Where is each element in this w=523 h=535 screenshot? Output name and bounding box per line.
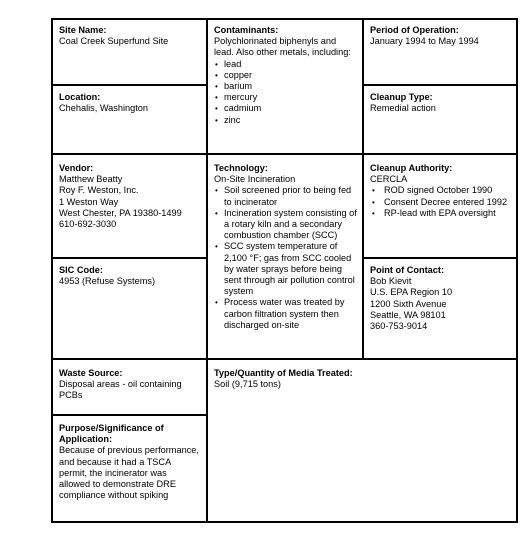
waste-source-cell <box>53 360 206 414</box>
site-name-heading: Site Name: <box>59 25 107 35</box>
contaminants-heading: Contaminants: <box>214 25 279 35</box>
contact-line: U.S. EPA Region 10 <box>370 287 453 298</box>
technology-heading: Technology: <box>214 163 268 173</box>
contact-line: Seattle, WA 98101 <box>370 309 446 320</box>
cleanup-authority-item: • Consent Decree entered 1992 <box>370 197 513 208</box>
period-heading: Period of Operation: <box>370 25 459 35</box>
vendor-line: Matthew Beatty <box>59 174 123 185</box>
site-name-cell <box>53 20 206 84</box>
period-cell <box>364 20 516 84</box>
location-value: Chehalis, Washington <box>59 103 149 114</box>
point-of-contact-heading: Point of Contact: <box>370 265 444 275</box>
technology-item: • SCC system temperature of 2,100 °F; gas from SCC cooled by water sprays before being sent through air pollution control system <box>214 241 358 297</box>
contaminant-item: • copper <box>214 70 358 81</box>
waste-source-value: Disposal areas - oil containing PCBs <box>59 379 182 401</box>
cleanup-authority-item: • ROD signed October 1990 <box>370 185 513 196</box>
period-value: January 1994 to May 1994 <box>370 36 479 47</box>
technology-cell <box>208 155 362 358</box>
cleanup-authority-intro: CERCLA <box>370 174 408 185</box>
vendor-cell <box>53 155 206 257</box>
site-name-value: Coal Creek Superfund Site <box>59 36 169 47</box>
purpose-heading: Purpose/Significance of Application: <box>59 423 164 445</box>
site-summary-table <box>51 18 518 523</box>
cleanup-authority-heading: Cleanup Authority: <box>370 163 453 173</box>
location-heading: Location: <box>59 92 101 102</box>
technology-intro: On-Site Incineration <box>214 174 296 185</box>
contact-line: 360-753-9014 <box>370 321 428 332</box>
contaminant-item: • lead <box>214 59 358 70</box>
sic-code-cell <box>53 259 206 358</box>
purpose-value: Because of previous performance, and because it had a TSCA permit, the incinerator was allowed to demonstrate DRE compliance without spiking <box>59 445 199 501</box>
location-cell <box>53 86 206 153</box>
sic-code-heading: SIC Code: <box>59 265 103 275</box>
technology-item: • Incineration system consisting of a rotary kiln and a secondary combustion chamber (SCC) <box>214 208 358 242</box>
technology-item: • Soil screened prior to being fed to incinerator <box>214 185 358 207</box>
contaminant-item: • barium <box>214 81 358 92</box>
vendor-line: Roy F. Weston, Inc. <box>59 185 139 196</box>
contaminant-item: • zinc <box>214 115 358 126</box>
sic-code-value: 4953 (Refuse Systems) <box>59 276 155 287</box>
vendor-line: 610-692-3030 <box>59 219 117 230</box>
purpose-cell <box>53 416 206 521</box>
waste-source-heading: Waste Source: <box>59 368 123 378</box>
contaminant-item: • mercury <box>214 92 358 103</box>
cleanup-authority-cell <box>364 155 516 257</box>
technology-list <box>214 185 358 331</box>
point-of-contact-cell <box>364 259 516 358</box>
media-treated-value: Soil (9,715 tons) <box>214 379 281 390</box>
contaminants-intro: Polychlorinated biphenyls and lead. Also other metals, including: <box>214 36 351 58</box>
media-treated-cell <box>208 360 516 521</box>
cleanup-authority-list <box>370 185 513 219</box>
contaminants-cell <box>208 20 362 153</box>
cleanup-type-value: Remedial action <box>370 103 436 114</box>
technology-item: • Process water was treated by carbon filtration system then discharged on-site <box>214 297 358 331</box>
media-treated-heading: Type/Quantity of Media Treated: <box>214 368 353 378</box>
cleanup-type-heading: Cleanup Type: <box>370 92 433 102</box>
contaminants-list <box>214 59 358 126</box>
contact-line: Bob Kievit <box>370 276 412 287</box>
vendor-line: 1 Weston Way <box>59 196 119 207</box>
vendor-line: West Chester, PA 19380-1499 <box>59 207 182 218</box>
cleanup-authority-item: • RP-lead with EPA oversight <box>370 208 513 219</box>
contact-line: 1200 Sixth Avenue <box>370 298 447 309</box>
contaminant-item: • cadmium <box>214 103 358 114</box>
cleanup-type-cell <box>364 86 516 153</box>
vendor-heading: Vendor: <box>59 163 94 173</box>
